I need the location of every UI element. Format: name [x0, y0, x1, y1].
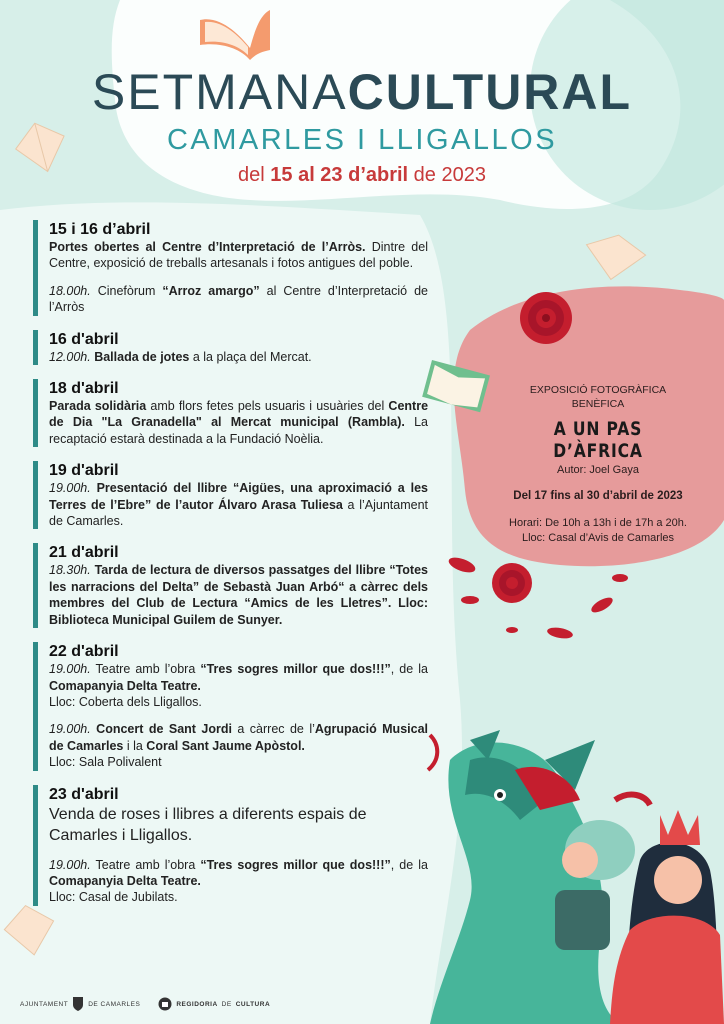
logo-text: REGIDORIA [176, 1000, 218, 1008]
event-detail: Teatre amb l’obra [90, 857, 201, 872]
event-highlight: Portes obertes al Centre d’Interpretació de l’Arròs. [49, 240, 366, 254]
exhibition-kicker: EXPOSICIÓ FOTOGRÀFICA [529, 384, 667, 396]
event-detail: , de la [390, 857, 428, 872]
event-time: 19.00h. [49, 481, 91, 496]
poster-dates [0, 164, 724, 187]
poster-subtitle: CAMARLES I LLIGALLOS [166, 124, 558, 156]
regidoria-logo [158, 997, 270, 1011]
event-time: 18.30h. [49, 563, 91, 578]
event-day [33, 785, 428, 906]
rose-icon [492, 563, 532, 603]
dates-post: de 2023 [408, 164, 486, 186]
event-place: Lloc: Casal de Jubilats. [49, 890, 178, 905]
event-highlight: “Tres sogres millor que dos!!!” [200, 662, 391, 677]
event-detail: , de la [390, 662, 428, 677]
event-day [33, 330, 428, 365]
event-highlight: Concert de Sant Jordi [90, 722, 232, 737]
event-highlight: “Tres sogres millor que dos!!!” [200, 857, 391, 872]
event-highlight: Coral Sant Jaume Apòstol. [146, 738, 305, 753]
event-text [49, 721, 428, 754]
event-text [49, 398, 428, 447]
logo-text: DE CAMARLES [88, 1000, 141, 1008]
title-bold: CULTURAL [347, 64, 633, 120]
event-date: 23 d'abril [49, 785, 119, 803]
poster-title [0, 62, 724, 122]
events-list [33, 220, 428, 920]
event-date: 19 d'abril [49, 462, 119, 480]
event-detail: a l’Ajuntament de Camarles. [49, 497, 428, 529]
event-day [33, 543, 428, 628]
ajuntament-logo [20, 996, 140, 1012]
event-time: 12.00h. [49, 349, 91, 364]
logo-text: DE [221, 1000, 232, 1008]
event-highlight: Parada solidària [49, 399, 147, 414]
exhibition-info [488, 383, 708, 546]
event-detail: La recaptació estarà destinada a la Fundació Noèlia. [49, 415, 428, 446]
logo-text: AJUNTAMENT [20, 1000, 69, 1008]
shield-icon [72, 996, 84, 1012]
poster-header [0, 62, 724, 187]
event-time: 19.00h. [49, 662, 91, 677]
exhibition-place: Lloc: Casal d’Avis de Camarles [521, 532, 675, 544]
event-date: 18 d'abril [49, 380, 119, 398]
title-light: SETMANA [91, 64, 348, 120]
event-detail: amb flors fetes pels usuaris i usuàries del [146, 399, 389, 414]
event-highlight: “Arroz amargo” [162, 283, 260, 298]
event-time: 18.00h. [49, 283, 91, 298]
event-date: 16 d'abril [49, 330, 119, 348]
event-detail: i la [123, 738, 147, 753]
exhibition-author: Autor: Joel Gaya [557, 464, 639, 476]
event-detail: Cinefòrum [90, 283, 163, 298]
event-highlight: Tarda de lectura de diversos passatges del llibre “Totes les narracions del Delta” de Sebastà Juan Arbó“ a càrrec dels membres del Club de Lectura “Amics de les Lletres”. Lloc: Biblioteca Municipal Guilem de Sunyer. [49, 563, 428, 627]
event-detail: Dintre del Centre, exposició de treballs artesanals i fotos antigues del poble. [49, 240, 428, 271]
event-detail: Teatre amb l’obra [90, 662, 201, 677]
dates-pre: del [238, 164, 271, 186]
event-highlight: Comapanyia Delta Teatre. [49, 678, 201, 693]
exhibition-title: A UN PAS D’ÀFRICA [553, 418, 643, 462]
event-place: Lloc: Coberta dels Lligallos. [49, 694, 202, 709]
event-text [49, 239, 428, 272]
event-detail: al Centre d’Interpretació de l’Arròs [49, 283, 428, 315]
logo-text: CULTURA [235, 1000, 271, 1008]
event-time: 19.00h. [49, 722, 91, 737]
event-time: 19.00h. [49, 857, 91, 872]
event-highlight: Agrupació Musical de Camarles [49, 722, 428, 753]
event-day [33, 642, 428, 770]
event-text [49, 480, 428, 529]
event-place: Lloc: Sala Polivalent [49, 755, 162, 770]
exhibition-dates: Del 17 fins al 30 d’abril de 2023 [513, 490, 683, 502]
event-date: 22 d'abril [49, 643, 119, 661]
event-day [33, 379, 428, 447]
event-detail: a la plaça del Mercat. [189, 349, 312, 364]
building-icon [158, 997, 172, 1011]
event-text [49, 857, 428, 890]
event-date: 15 i 16 d’abril [49, 221, 151, 238]
footer-logos [20, 992, 270, 1016]
event-highlight: Ballada de jotes [90, 349, 190, 364]
event-day [33, 220, 428, 316]
event-text [49, 349, 428, 365]
event-detail: a càrrec de l’ [231, 722, 315, 737]
event-headline: Venda de roses i llibres a diferents espais de Camarles i Lligallos. [49, 805, 367, 844]
rose-petals [447, 555, 628, 641]
exhibition-kicker: BENÈFICA [571, 398, 625, 410]
dates-bold: 15 al 23 d’abril [270, 164, 409, 186]
book-icon [581, 230, 648, 285]
event-text [49, 283, 428, 316]
event-highlight: Comapanyia Delta Teatre. [49, 873, 201, 888]
event-text [49, 661, 428, 694]
exhibition-hours: Horari: De 10h a 13h i de 17h a 20h. [509, 517, 687, 529]
event-date: 21 d'abril [49, 544, 119, 562]
event-text [49, 562, 428, 628]
event-highlight: Presentació del llibre “Aigües, una aproximació a les Terres de l’Ebre” de l’autor Álvaro Arasa Tuliesa [49, 481, 428, 512]
event-day [33, 461, 428, 529]
rose-icon [520, 292, 572, 344]
event-highlight: Centre de Dia "La Granadella" al Mercat municipal (Rambla). [49, 399, 429, 430]
